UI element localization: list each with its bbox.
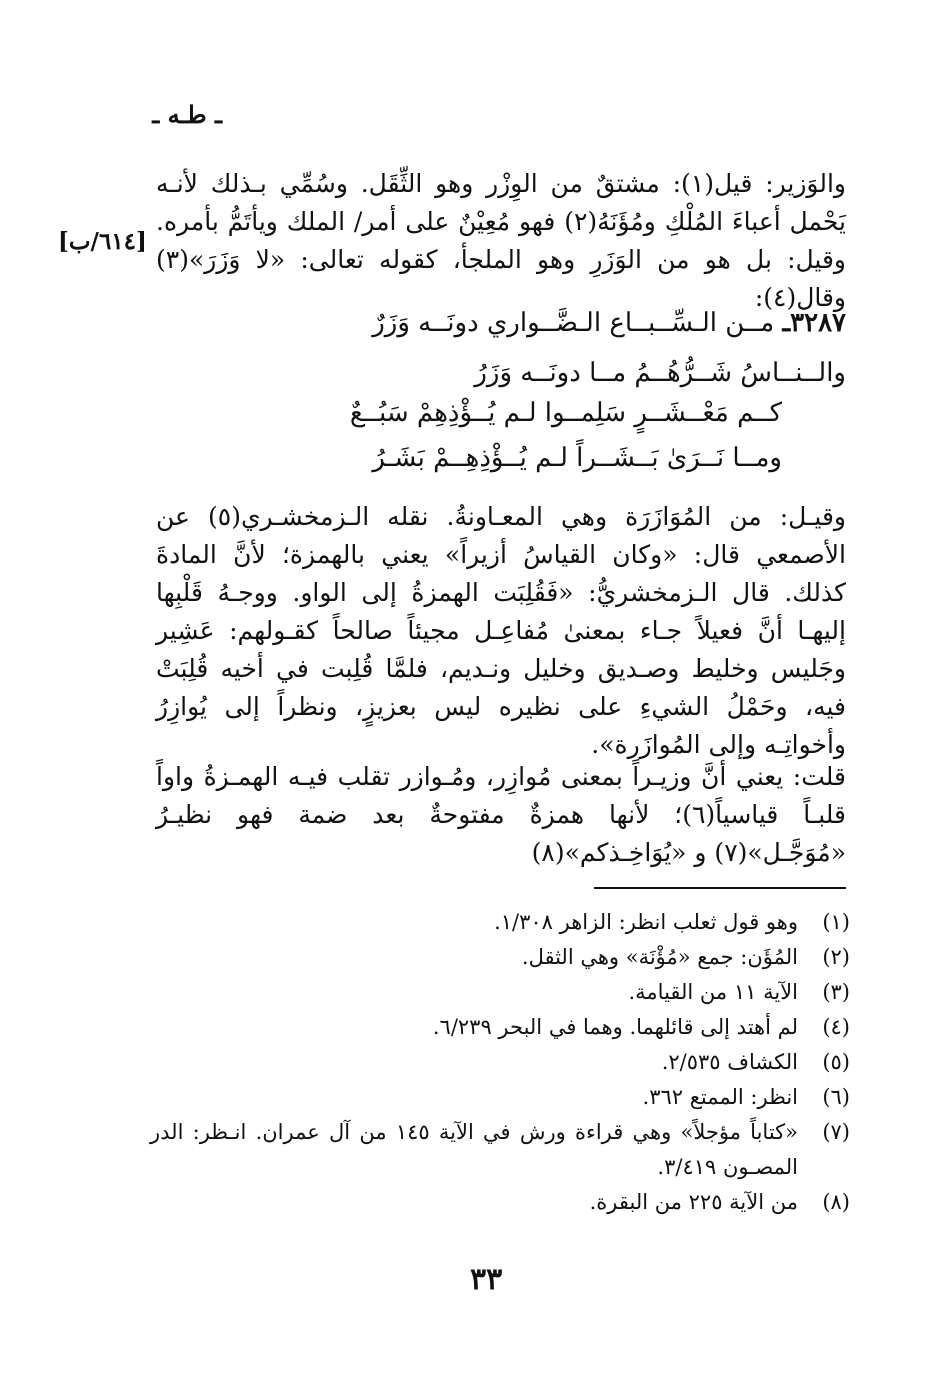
- verse-line-1: [372, 308, 846, 338]
- footnote-8: [150, 1185, 850, 1220]
- footnote-number: (٧): [822, 1120, 850, 1144]
- footnote-text: المُؤَن: جمع «مُؤْنَة» وهي الثقل.: [521, 945, 798, 969]
- footnote-separator: [594, 887, 846, 889]
- footnote-text: الآية ١١ من القيامة.: [628, 980, 798, 1004]
- footnote-1: [150, 905, 850, 940]
- footnote-text: «كتاباً مؤجلاً» وهي قراءة ورش في الآية ١٤٥ من آل عمران. انـظر: الدر المصـون ٣/٤١٩.: [150, 1120, 799, 1179]
- running-header: ـ طـه ـ: [152, 100, 222, 129]
- footnotes: [150, 905, 850, 1220]
- page-number: ٣٣: [470, 1262, 503, 1297]
- footnote-5: [150, 1045, 850, 1080]
- footnote-number: (٨): [822, 1190, 850, 1214]
- verse-line-3: كــم مَعْــشَــرٍ سَلِمــوا لـم يُــؤْذِهِمْ سَبُــعٌ: [349, 398, 782, 428]
- footnote-7: [150, 1115, 850, 1185]
- footnote-number: (٦): [822, 1085, 850, 1109]
- footnote-number: (٣): [822, 980, 850, 1004]
- footnote-text: لم أهتد إلى قائلهما. وهما في البحر ٦/٢٣٩.: [432, 1015, 798, 1039]
- verse-line-1-text: مــن الـسِّــبــاع الـضَّــواري دونَــه وَزَرٌ: [372, 308, 775, 338]
- verse-line-2: والــنــاسُ شَــرُّهُــمُ مــا دونَــه وَزَرُ: [474, 358, 846, 388]
- paragraph-1-text: والوَزير: قيل(١): مشتقٌ من الوِزْر وهو الثِّقَل. وسُمِّي بـذلك لأنـه يَحْمل أعباءَ المُلْكِ ومُؤَنَهُ(٢) فهو مُعِيْنٌ على أمر/ الملك ويأتَمُّ بأمره. وقيل: بل هو من الوَزَرِ وهو الملجأ، كقوله تعالى: «لا وَزَرَ»(٣) وقال(٤):: [156, 169, 846, 312]
- footnote-3: [150, 975, 850, 1010]
- paragraph-2: [156, 498, 846, 764]
- paragraph-3-text: قلت: يعني أنَّ وزيـراً بمعنى مُوازِر، ومُـوازر تقلب فيـه الهمـزةُ واواً قلبـاً قياسياً(٦)؛ لأنها همزةٌ مفتوحةٌ بعد ضمة فهو نظيـرُ «مُوَجَّـل»(٧) و «يُوَاخِـذكم»(٨): [156, 762, 846, 867]
- footnote-text: من الآية ٢٢٥ من البقرة.: [589, 1190, 798, 1214]
- footnote-number: (١): [822, 910, 850, 934]
- footnote-4: [150, 1010, 850, 1045]
- footnote-text: الكشاف ٢/٥٣٥.: [661, 1050, 798, 1074]
- verse-line-4: ومــا نَــرَىٰ بَــشَــراً لـم يُــؤْذِهِــمْ بَشَـرُ: [372, 443, 782, 473]
- footnote-number: (٢): [822, 945, 850, 969]
- footnote-number: (٤): [822, 1015, 850, 1039]
- paragraph-2-text: وقيـل: من المُوَازَرَة وهي المعـاونةُ. نقله الـزمخشـري(٥) عن الأصمعي قال: «وكان القياسُ أزيراً» يعني بالهمزة؛ لأنَّ المادةَ كذلك. قال الـزمخشريُّ: «فَقُلِبَت الهمزةُ إلى الواو. ووجـهُ قَلْبِها إليهـا أنَّ فعيلاً جـاء بمعنىٰ مُفاعِـل مجيئاً صالحاً كقـولهم: عَشِير وجَليس وخليط وصـديق وخليل ونـديم، فلمَّا قُلِبت في أخيه قُلِبَتْ فيه، وحَمْلُ الشيءِ على نظيره ليس بعزيزٍ، ونظراً إلى يُوازِرُ وأخواتِـه وإلى المُوازَرة».: [156, 502, 846, 759]
- footnote-6: [150, 1080, 850, 1115]
- footnote-text: انظر: الممتع ٣٦٢.: [642, 1085, 798, 1109]
- footnote-2: [150, 940, 850, 975]
- footnote-number: (٥): [822, 1050, 850, 1074]
- footnote-text: وهو قول ثعلب انظر: الزاهر ١/٣٠٨.: [494, 910, 798, 934]
- manuscript-folio-note: [٦١٤/ب]: [58, 228, 147, 255]
- paragraph-1: [156, 165, 846, 317]
- verse-number: ٣٢٨٧ـ: [782, 308, 846, 338]
- paragraph-3: [156, 758, 846, 872]
